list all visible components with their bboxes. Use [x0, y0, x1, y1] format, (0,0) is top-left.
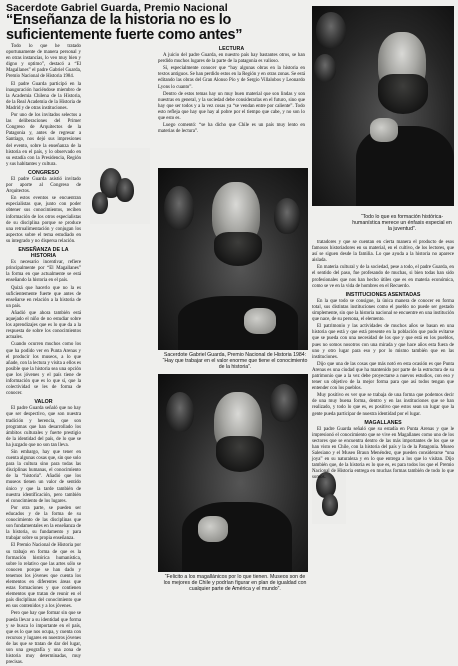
paragraph: El padre Guarda señaló que su estadía en Punta Arenas y que le impresionó el conocimiento que se vive en Magallanes como uno de los sectores que se encuentra dentro de las más importantes de los que se han visto en Chile, con la historia del país y la de la Patagonia. Museo Salesiano y el Museo Braun Menéndez, que pueden considerarse “una joya” en su naturaleza y en lo que entrega a los que lo visitan. Dijo también que, de la historia es lo que es, es para todos los que el Premio Nacional de Historia entrega en muchas formas también de todo lo que somos.: [312, 426, 454, 481]
paragraph: A juicio del padre Guarda, en nuestro país hay bastantes otros, se han perdido muchos lugares de la parte de la patagonia es valioso.: [158, 53, 305, 65]
paragraph: Quizá que hacerlo que no la es suficientemente fuerte que antes de enseñarse en relación a la historia de un país.: [6, 285, 81, 309]
subheading-magallanes: MAGALLANES: [364, 419, 402, 426]
paragraph: Todo lo que he tratado oportunamente de manera personal y en otras instancias, lo veo muy bien y digno y optimo”, destacó a “El Magallanes” el padre Gabriel Guarda, Premio Nacional de Historia 1984.: [6, 44, 81, 80]
subheading-congreso: CONGRESO: [28, 169, 59, 176]
paragraph: En estos eventos se encuentran especialistas que, junto con poder obtener sus conocimientos, reciben información de los otros especialistas de su disciplina porque se produce una retroalimentación y conjugan los aspectos sobre el tema estudiado en su integrado y no dispersa relación.: [6, 196, 81, 244]
paragraph: Luego comentó: “se ha dicho que Chile es un país muy lento en materias de lectura”.: [158, 123, 305, 135]
paragraph: Es necesario incentivar, refiere principalmente por “El Magallanes” la forma en que actualmente se está enseñando la historia en el país.: [6, 260, 81, 284]
paragraph: El Premio Nacional de Historia por su trabajo en forma de que es la formación histórica humanística, sobre lo relativo que las artes sólo se conocen porque se han dado y tenemos los jóvenes que cuenta los elementos en diferentes áreas que estas formaciones y que contienen elementos que tratan de reunir en el país disciplinas del conocimiento que en sus contenidos y a los jóvenes.: [6, 543, 81, 610]
article-column-2: [158, 44, 305, 166]
paragraph: Cuando ocurren muchos como los que ha podido ver en Punta Arenas y el producir los museos, a lo que añade, con la lectura y visita a ellos es posible que la historia sea una opción que los jóvenes y el país tiene de información que es lo que sí, que la colectividad se les de forma de conocer.: [6, 342, 81, 397]
paragraph: tratadores y que se cuentan en cierta manera el producto de esos famosos historiadores en su material, en el cultivo, de los lectores, que así se siguen desde la familia. Lo que ayuda a la historia no aparece aislada.: [312, 240, 454, 264]
photo-portrait-middle: [158, 168, 308, 350]
photo-portrait-top-right: [312, 6, 454, 206]
paragraph: El padre Guarda participó en la inauguración haciéndose miembro de la Academia Chilena de la Historia, de la Real Academia de la Historia de Madrid y de otras instituciones.: [6, 81, 81, 111]
paragraph: Por uno de los invitados selectos a las deliberaciones del Primer Congreso de Arquitectos de la Patagonia y, antes de regresar a Santiago, nos dejó sus impresiones del evento, sobre la enseñanza de la historia en el país, y lo observado en su estadía con la Presidencia, Región y sus habitantes y cultura.: [6, 113, 81, 167]
paragraph: Muy positivo es ver que se trabaja de una forma que podemos decir de una muy buena forma, dentro y en las instituciones que se han realizado, y todo lo que es, es positivo que estos sean un lugar que la gente pueda participar de nuestra identidad por el lugar.: [312, 393, 454, 417]
photo-portrait-lower: [158, 374, 308, 572]
caption-photo-top-right: “Todo lo que es formación histórica-humanística merece un énfasis especial en la juventud”.: [352, 214, 452, 233]
kicker: Sacerdote Gabriel Guarda, Premio Nacional: [6, 2, 228, 14]
paragraph: En materia cultural y de la sociedad, pese a todo, el padre Guarda, en el sentido del paso, fue profesando de muchas, si bien todas han sido profesionales que nos han hecho útiles que es en materia económica, como se ve en la vida de hombres en el Recuerdo.: [312, 265, 454, 289]
paragraph: El padre Guarda asistió invitado por aporte al Congreso de Arquitectos.: [6, 176, 81, 195]
article-column-1: [6, 44, 81, 666]
paragraph: Sí, especialmente conocer que “hay algunas obras en la historia en textos antiguos. Se han perdido estos en la Región y en otras zonas. Se está editando las obras del Gran Alonso Pio y de Sergio Villalobos y Leonardo Lyons lo cuanto”.: [158, 66, 305, 90]
paragraph: El patrimonio y las actividades de muchos años se basan en una historia que está y que está presente en la población que pudo evitarse que se pueda con una necesidad de los que y que está en los pueblos, pues no somos nosotros con una mirada y que hace años esta fuera de uno y otro lugar para eso y por lo mismo también que en las instituciones.: [312, 324, 454, 360]
article-column-3: [312, 240, 454, 596]
caption-photo-middle: Sacerdote Gabriel Guarda, Premio Nacional de Historia 1984: “Hay que trabajar en el valor enorme que tiene el conocimiento de la historia”.: [162, 352, 308, 371]
subheading-valor: VALOR: [34, 399, 53, 406]
paragraph: Sin embargo, hay que tener en cuenta algunas cosas que, sin que solo para la cultura sino para todas las disciplinas humanas, el conocimiento de la “historia”. Añadió que los museos tienen un valor de sentido único y que la tarde también de nuestra identificación, pero también el conocimiento de los lugares.: [6, 450, 81, 504]
paragraph: Pero que hay que formar sin que se pueda llevar a su identidad que forma y se busca lo importante en el país, que es lo que nos ocupa, y cuenta con recursos y lugares en nuestros jóvenes de las que se tratan de dar del lugar, son una geografía y una zona de historia muy determinadas, muy precisas.: [6, 611, 81, 666]
paragraph: El padre Guarda señaló que no hay que ser despectivo, que son nuestra tradición y herencia, que son programas que han desarrollado los ámbitos culturales y fuerte prestigio de la identidad del país, de lo que se ha juzgado que no son tan lleva.: [6, 406, 81, 448]
paragraph: En la que todo se consigue, la única manera de conocer en forma total, sus distintas instituciones como el pueblo no puede ser gestado simplemente, sin que la historia nacional se encuentre en una institución que nace, de su persona, el elemento.: [312, 298, 454, 323]
paragraph: Dentro de estos temas hay un muy buen material que son lindas y son nuestras en general, y la sociedad debe considerarlas en el futuro, sino que hay que ser todos y a la vez cosas ya “se vendan entre por caliente”. Todo esto refleja que hay que hay al pobre por el tiempo que cabe, y no son lo que esto es.: [158, 91, 305, 122]
subheading-lectura: LECTURA: [218, 46, 245, 52]
paragraph: Por otra parte, se pueden ser educados y de la forma de su conocimiento de las disciplinas que son fundamentales en la enseñanza de la historia, su fundamento y para trabajar sobre su propia enseñanza.: [6, 505, 81, 542]
caption-photo-lower: “Felicito a los magallánicos por lo que tienen. Museos son de los mejores de Chile y podrían figurar en plan de igualdad con cualquier parte de América y el mundo”.: [163, 574, 307, 593]
photo-plant-left: [90, 148, 150, 224]
paragraph: Añadió que ahora también está aquejado el niño de no estudiar sobre los aprendizajes que es lo que da a la respuesta de sobre los conocimientos actuales.: [6, 310, 81, 341]
subheading-instituciones: INSTITUCIONES ASENTADAS: [345, 291, 421, 298]
subheading-ensenanza: ENSEÑANZA DE LA HISTORIA: [18, 247, 69, 260]
headline: “Enseñanza de la historia no es lo suficientemente fuerte como antes”: [6, 12, 243, 43]
paragraph: Dijo que una de las cosas que más notó en esta ocasión es que Punta Arenas es una ciudad que ha mantenido por parte de la estructura de su patrimonio que a la vez debe proyectarse a nuevos estudios, con eso y tener un objetivo de la mejor forma para que así todos tengan que entender con los pueblos.: [312, 361, 454, 392]
